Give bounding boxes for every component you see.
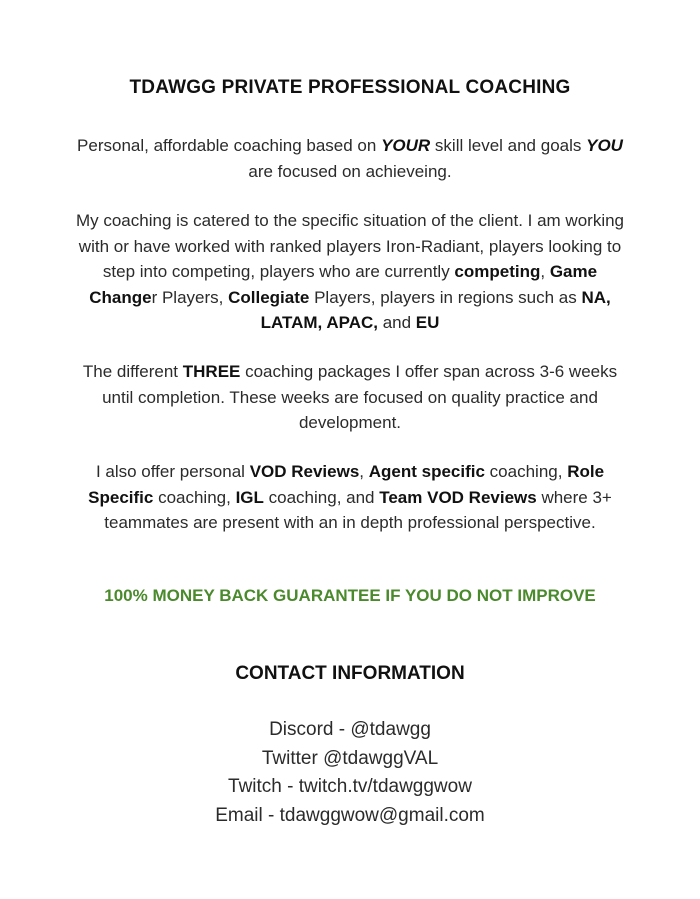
intro-paragraph bbox=[70, 133, 630, 184]
services-text: coaching, bbox=[484, 462, 568, 481]
contact-twitter: Twitter @tdawggVAL bbox=[261, 747, 439, 769]
bold-eu: EU bbox=[415, 313, 440, 332]
bold-team-vod-reviews: Team VOD Reviews bbox=[379, 487, 537, 507]
services-text: I also offer personal bbox=[95, 462, 250, 481]
bold-three: THREE bbox=[182, 362, 241, 381]
contact-email: Email - tdawggwow@gmail.com bbox=[215, 804, 485, 826]
money-back-guarantee: 100% MONEY BACK GUARANTEE IF YOU DO NOT IMPROVE bbox=[104, 586, 596, 605]
bold-game-changer: Game Change bbox=[89, 262, 598, 307]
contact-heading: CONTACT INFORMATION bbox=[235, 663, 465, 684]
services-text: , bbox=[359, 462, 369, 481]
contact-discord: Discord - @tdawgg bbox=[269, 719, 431, 740]
services-paragraph bbox=[70, 459, 630, 536]
services-text: coaching, and bbox=[263, 487, 380, 507]
intro-text: Personal, affordable coaching based on bbox=[77, 136, 382, 155]
packages-paragraph bbox=[70, 359, 630, 436]
clients-text: and bbox=[377, 313, 416, 332]
services-text: coaching, bbox=[153, 487, 236, 507]
page-title: TDAWGG PRIVATE PROFESSIONAL COACHING bbox=[129, 77, 571, 98]
bold-role-specific: Role Specific bbox=[88, 462, 605, 507]
contact-twitch: Twitch - twitch.tv/tdawggwow bbox=[228, 776, 472, 797]
emphasis-you: YOU bbox=[586, 136, 623, 155]
bold-collegiate: Collegiate bbox=[228, 287, 310, 307]
clients-paragraph bbox=[70, 208, 630, 336]
services-text: where 3+ teammates are present with an in depth professional perspective. bbox=[104, 487, 612, 532]
bold-regions: NA, LATAM, APAC, bbox=[260, 287, 611, 332]
intro-text: are focused on achieveing. bbox=[248, 161, 452, 181]
bold-competing: competing bbox=[454, 262, 541, 281]
clients-text: r Players, bbox=[151, 287, 229, 307]
clients-text: My coaching is catered to the specific situation of the client. I am working with or have worked with ranked players Iron-Radiant, players looking to step into competing, players who are currently bbox=[75, 211, 625, 281]
packages-text: coaching packages I offer span across 3-6 weeks until completion. These weeks are focused on quality practice and development. bbox=[102, 362, 618, 432]
clients-text: , bbox=[540, 262, 550, 281]
bold-vod-reviews: VOD Reviews bbox=[249, 462, 360, 481]
emphasis-your: YOUR bbox=[381, 136, 431, 155]
packages-text: The different bbox=[82, 362, 183, 381]
clients-text: Players, players in regions such as bbox=[309, 287, 582, 307]
bold-agent-specific: Agent specific bbox=[368, 462, 485, 481]
contact-list bbox=[0, 716, 700, 830]
intro-text: skill level and goals bbox=[430, 136, 587, 155]
bold-igl: IGL bbox=[235, 487, 264, 507]
